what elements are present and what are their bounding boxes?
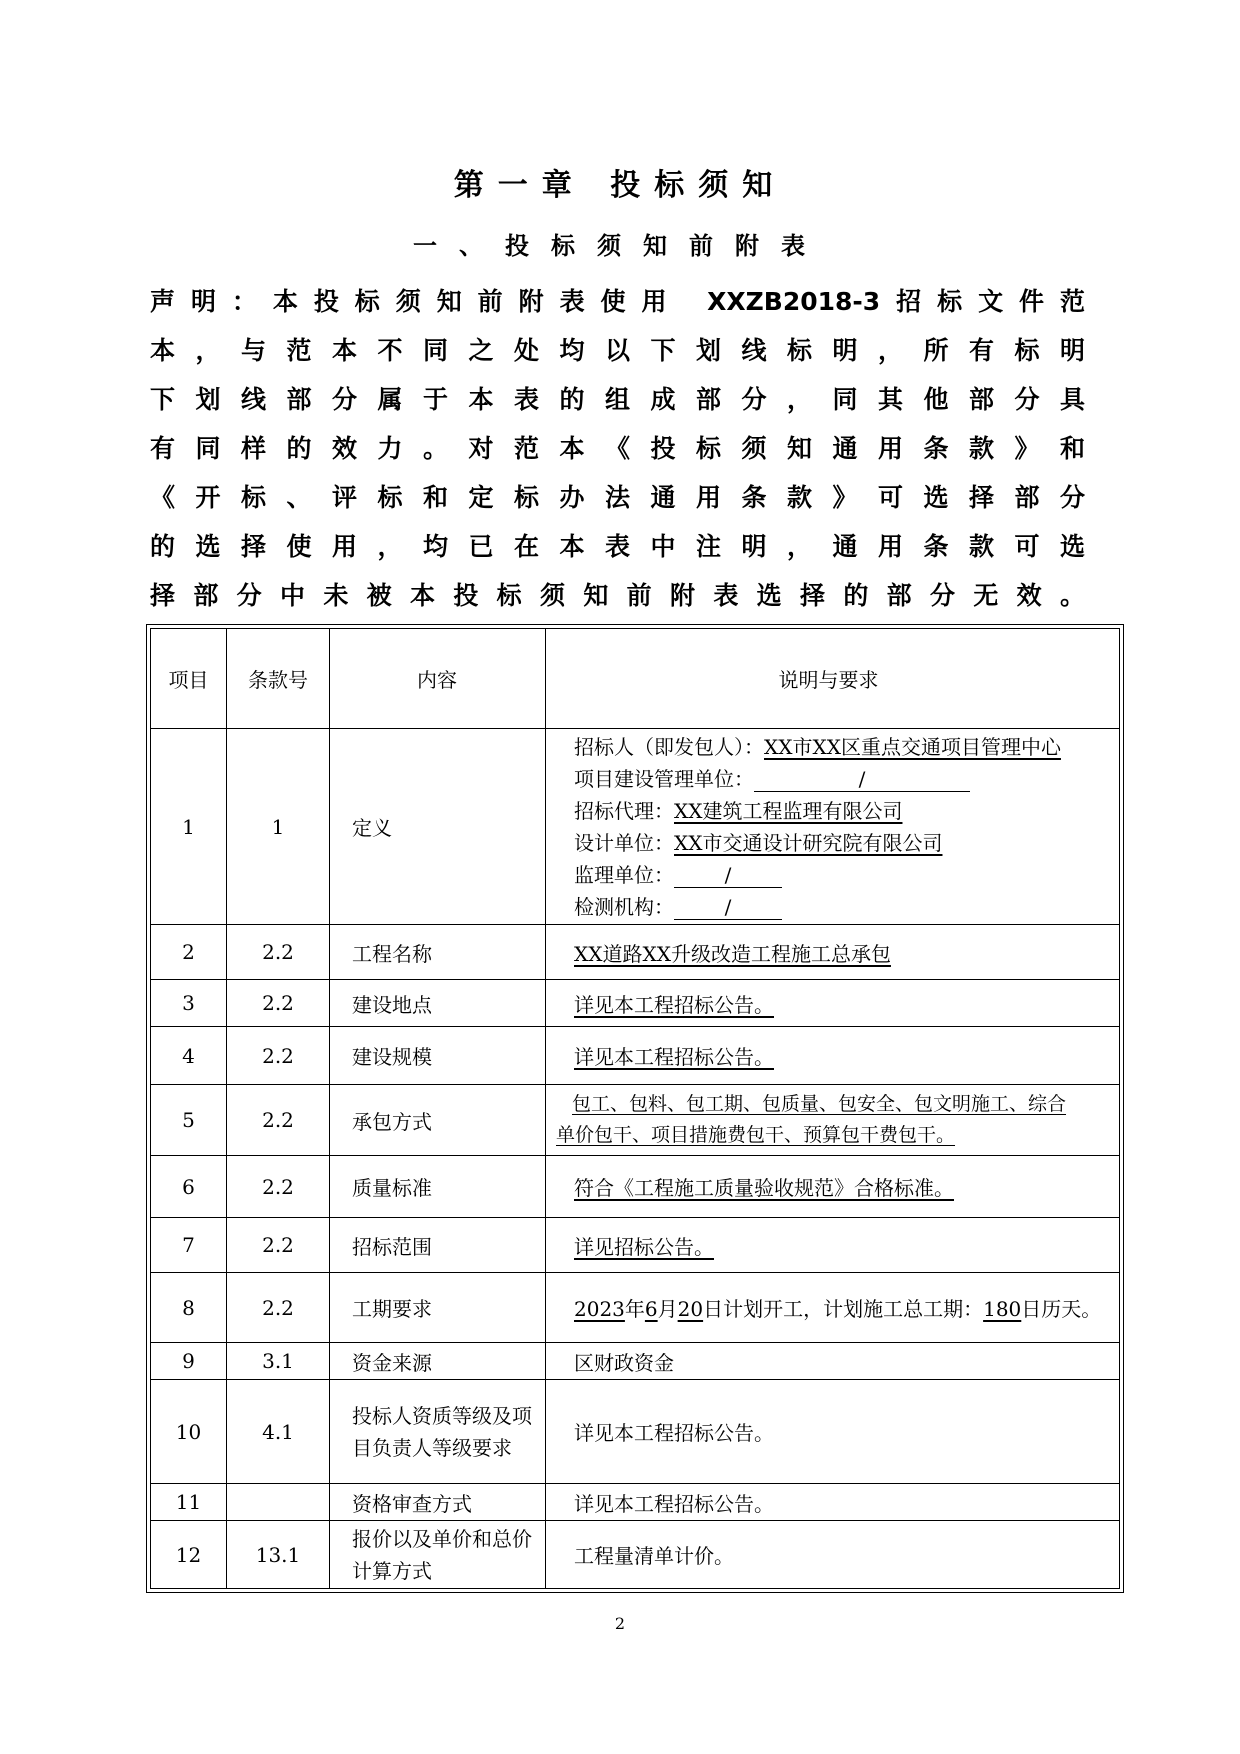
row-item: 投标人资质等级及项目负责人等级要求 xyxy=(330,1380,546,1484)
table-row xyxy=(151,1218,1120,1273)
statement-line: 择部分中未被本投标须知前附表选择的部分无效。 xyxy=(150,581,1085,610)
def-value: XX建筑工程监理有限公司 xyxy=(674,798,903,823)
row-no: 10 xyxy=(151,1380,227,1484)
def-value: / xyxy=(754,767,970,792)
row-desc-text: 符合《工程施工质量验收规范》合格标准。 xyxy=(574,1176,954,1200)
row-no: 7 xyxy=(151,1218,227,1273)
row-item: 资格审查方式 xyxy=(330,1484,546,1521)
def-label: 项目建设管理单位： xyxy=(574,766,754,791)
row-item: 建设规模 xyxy=(330,1027,546,1085)
row-desc xyxy=(546,1273,1120,1343)
statement-line: 有同样的效力。对范本《投标须知通用条款》和 xyxy=(150,434,1085,463)
row-clause: 2.2 xyxy=(227,1273,330,1343)
row-desc xyxy=(546,1027,1120,1085)
row-no: 11 xyxy=(151,1484,227,1521)
row-item: 工期要求 xyxy=(330,1273,546,1343)
statement-paragraph xyxy=(150,284,1085,627)
table-row xyxy=(151,980,1120,1027)
schedule-month: 6 xyxy=(644,1297,658,1321)
row-desc xyxy=(546,980,1120,1027)
row-clause: 4.1 xyxy=(227,1380,330,1484)
row-desc: 工程量清单计价。 xyxy=(546,1521,1120,1589)
table-row xyxy=(151,1484,1120,1521)
row-no: 4 xyxy=(151,1027,227,1085)
chapter-title: 第一章 投标须知 xyxy=(453,168,787,203)
row-item: 建设地点 xyxy=(330,980,546,1027)
schedule-year: 2023 xyxy=(574,1297,625,1321)
schedule-month-unit: 月 xyxy=(657,1297,678,1321)
def-label: 招标人（即发包人）： xyxy=(574,734,764,759)
bid-terms-table xyxy=(150,628,1120,1589)
row-desc-text: 详见本工程招标公告。 xyxy=(574,1045,774,1069)
row-clause xyxy=(227,1484,330,1521)
def-value: / xyxy=(674,895,782,920)
schedule-day: 20 xyxy=(677,1297,704,1321)
def-label: 监理单位： xyxy=(574,862,674,887)
def-testing xyxy=(574,891,1111,923)
schedule-year-unit: 年 xyxy=(624,1297,645,1321)
table-row xyxy=(151,729,1120,925)
row-desc xyxy=(546,1156,1120,1218)
row-clause: 13.1 xyxy=(227,1521,330,1589)
table-row xyxy=(151,1343,1120,1380)
table-row xyxy=(151,1085,1120,1156)
header-no: 项目 xyxy=(151,629,227,729)
def-value: XX市XX区重点交通项目管理中心 xyxy=(764,734,1061,759)
row-no: 5 xyxy=(151,1085,227,1156)
row-clause: 2.2 xyxy=(227,1156,330,1218)
statement-line: 的选择使用，均已在本表中注明，通用条款可选 xyxy=(150,532,1085,561)
row-desc: 详见本工程招标公告。 xyxy=(546,1380,1120,1484)
row-no: 12 xyxy=(151,1521,227,1589)
row-desc-text: 详见本工程招标公告。 xyxy=(574,992,774,1017)
table-row xyxy=(151,1273,1120,1343)
statement-line: 《开标、评标和定标办法通用条款》可选择部分 xyxy=(150,483,1085,512)
header-desc: 说明与要求 xyxy=(546,629,1120,729)
row-desc xyxy=(546,1218,1120,1273)
row-item: 定义 xyxy=(330,729,546,925)
row-clause: 2.2 xyxy=(227,925,330,980)
def-label: 设计单位： xyxy=(574,830,674,855)
row-item: 报价以及单价和总价计算方式 xyxy=(330,1521,546,1589)
row-desc-text: 单价包干、项目措施费包干、预算包干费包干。 xyxy=(556,1124,956,1146)
row-no: 8 xyxy=(151,1273,227,1343)
row-item: 质量标准 xyxy=(330,1156,546,1218)
row-no: 2 xyxy=(151,925,227,980)
row-desc-text: 包工、包料、包工期、包质量、包安全、包文明施工、综合 xyxy=(572,1093,1067,1115)
table-row xyxy=(151,1380,1120,1484)
header-clause: 条款号 xyxy=(227,629,330,729)
def-agent xyxy=(574,795,1111,827)
statement-line: 下划线部分属于本表的组成部分，同其他部分具 xyxy=(150,385,1085,414)
row-desc-text: 详见招标公告。 xyxy=(574,1234,714,1259)
row-item: 承包方式 xyxy=(330,1085,546,1156)
row-no: 1 xyxy=(151,729,227,925)
section-title: 一、投标须知前附表 xyxy=(413,232,827,260)
table-row xyxy=(151,1156,1120,1218)
def-design xyxy=(574,827,1111,859)
row-clause: 3.1 xyxy=(227,1343,330,1380)
def-label: 检测机构： xyxy=(574,894,674,919)
row-desc xyxy=(546,925,1120,980)
statement-line: 本，与范本不同之处均以下划线标明，所有标明 xyxy=(150,336,1085,365)
table-row xyxy=(151,925,1120,980)
row-desc: 区财政资金 xyxy=(546,1343,1120,1380)
row-no: 3 xyxy=(151,980,227,1027)
def-mgmt-unit xyxy=(574,763,1111,795)
schedule-duration-unit: 日历天。 xyxy=(1021,1297,1102,1321)
row-clause: 2.2 xyxy=(227,1085,330,1156)
row-no: 9 xyxy=(151,1343,227,1380)
def-label: 招标代理： xyxy=(574,798,674,823)
table-row xyxy=(151,1521,1120,1589)
row-clause: 2.2 xyxy=(227,1027,330,1085)
row-item: 资金来源 xyxy=(330,1343,546,1380)
def-supervisor xyxy=(574,859,1111,891)
schedule-day-text: 日计划开工，计划施工总工期： xyxy=(703,1297,984,1321)
page-number: 2 xyxy=(614,1614,626,1633)
row-clause: 2.2 xyxy=(227,980,330,1027)
table-row xyxy=(151,1027,1120,1085)
definitions-cell xyxy=(546,729,1120,925)
row-item: 工程名称 xyxy=(330,925,546,980)
statement-line: 声明：本投标须知前附表使用 XXZB2018-3招标文件范 xyxy=(150,287,1085,316)
def-tenderer xyxy=(574,731,1111,763)
schedule-duration: 180 xyxy=(983,1297,1022,1321)
row-desc-text: XX道路XX升级改造工程施工总承包 xyxy=(574,941,891,966)
row-clause: 2.2 xyxy=(227,1218,330,1273)
def-value: / xyxy=(674,863,782,888)
row-item: 招标范围 xyxy=(330,1218,546,1273)
table-header-row xyxy=(151,629,1120,729)
def-value: XX市交通设计研究院有限公司 xyxy=(674,830,943,855)
row-desc: 详见本工程招标公告。 xyxy=(546,1484,1120,1521)
row-no: 6 xyxy=(151,1156,227,1218)
row-clause: 1 xyxy=(227,729,330,925)
row-desc xyxy=(546,1085,1120,1156)
header-item: 内容 xyxy=(330,629,546,729)
